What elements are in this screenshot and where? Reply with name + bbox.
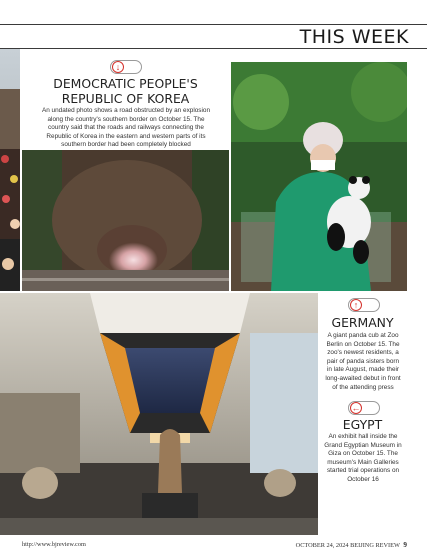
germany-caption: A giant panda cub at Zoo Berlin on October 15. The zoo's newest residents, a pair of panda sisters born in late August, made their long-awaited debut in front of the attending press	[325, 332, 401, 391]
arrow-up-icon: ↑	[350, 299, 362, 311]
dprk-title-line-2: REPUBLIC OF KOREA	[61, 90, 190, 106]
arrow-left-icon: ←	[351, 403, 361, 413]
arrow-down-icon: ↓	[112, 61, 124, 73]
footer-issue	[296, 541, 407, 549]
footer-url[interactable]: http://www.bjreview.com	[22, 541, 86, 548]
footer-issue-text: OCTOBER 24, 2024 BEIJING REVIEW	[295, 542, 400, 549]
explosion-photo	[22, 150, 229, 291]
dprk-title-line-1: DEMOCRATIC PEOPLE'S	[53, 76, 198, 91]
page-number: 9	[403, 541, 407, 549]
dprk-arrow-badge	[110, 60, 142, 74]
crowd-photo	[0, 49, 20, 291]
egypt-arrow-badge	[348, 401, 380, 415]
panda-photo	[231, 62, 407, 291]
dprk-caption: An undated photo shows a road obstructed by an explosion along the country's southern border on October 15. The country said that the roads and railways connecting the Republic of Korea in the eastern and western parts of its southern border had been completely blocked	[41, 107, 211, 149]
museum-photo	[0, 293, 318, 535]
title-rule	[0, 48, 427, 49]
germany-arrow-badge	[348, 298, 380, 312]
section-title: THIS WEEK	[299, 26, 409, 48]
egypt-caption: An exhibit hall inside the Grand Egyptian Museum in Giza on October 15. The museum's Main Galleries started trial operations on October 16	[324, 433, 402, 483]
egypt-title: EGYPT	[342, 417, 383, 432]
dprk-title	[22, 77, 229, 106]
top-rule	[0, 24, 427, 25]
germany-title: GERMANY	[331, 315, 394, 330]
